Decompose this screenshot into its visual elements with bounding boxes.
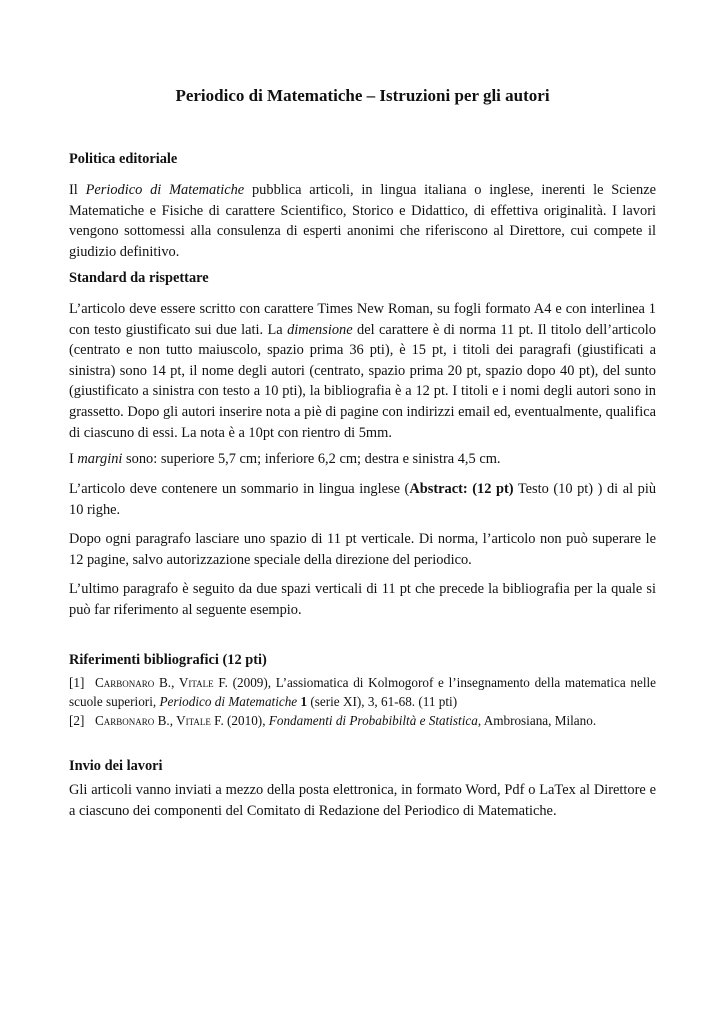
reference-2 (69, 711, 656, 730)
strong-text: Abstract: (12 pt) (409, 481, 514, 497)
reference-entry: [2] Carbonaro B., Vitale F. (2010), Fondamenti di Probabibiltà e Statistica, Ambrosiana, Milano. (69, 713, 597, 728)
section-heading: Politica editoriale (69, 151, 178, 167)
emphasis: margini (77, 451, 123, 467)
reference-entry: [1] Carbonaro B., Vitale F. (2009), L’assiomatica di Kolmogorof e l’insegnamento della matematica nelle scuole superiori, Periodico di Matematiche 1 (serie XI), 3, 61-68. (11 pti) (69, 675, 656, 709)
standard-paragraph-1 (69, 299, 656, 443)
paragraph: L’articolo deve essere scritto con carattere Times New Roman, su fogli formato A4 e con interlinea 1 con testo giustificato sui due lati. La dimensione del carattere è di norma 11 pt. Il titolo dell’articolo (centrato e non tutto maiuscolo, spazio prima 36 pti), è 15 pt, i titoli dei paragrafi (giustificati a sinistra) sono 14 pt, il nome degli autori (centrato, spazio prima 20 pt, spazio dopo 40 pt), del sunto (giustificato a sinistra con testo a 10 pti), la bibliografia è a 12 pt. I titoli e i nomi degli autori sono in grassetto. Dopo gli autori inserire nota a piè di pagine con indirizzi email ed, eventualmente, qualifica di ciascuno di essi. La nota è a 10pt con rientro di 5mm. (69, 301, 656, 441)
politica-paragraph (69, 180, 656, 262)
section-heading: Standard da rispettare (69, 270, 209, 286)
paragraph: L’ultimo paragrafo è seguito da due spazi verticali di 11 pt che precede la bibliografia per la quale si può far riferimento al seguente esempio. (69, 581, 656, 618)
journal-name: Periodico di Matematiche (85, 182, 245, 198)
emphasis: dimensione (287, 321, 353, 338)
reference-1 (69, 673, 656, 711)
section-invio (69, 758, 656, 775)
reference-number: [1] (69, 675, 85, 690)
section-standard (69, 270, 656, 287)
section-heading: Riferimenti bibliografici (12 pti) (69, 652, 267, 668)
book-title: Fondamenti di Probabibiltà e Statistica (268, 713, 478, 728)
paragraph: Dopo ogni paragrafo lasciare uno spazio di 11 pt verticale. Di norma, l’articolo non può superare le 12 pagine, salvo autorizzazione speciale della direzione del periodico. (69, 531, 656, 568)
standard-paragraph-5 (69, 579, 656, 620)
paragraph: Gli articoli vanno inviati a mezzo della posta elettronica, in formato Word, Pdf o LaTex al Direttore e a ciascuno dei componenti del Comitato di Redazione del Periodico di Matematiche. (69, 782, 656, 819)
standard-paragraph-3 (69, 479, 656, 520)
volume-number: 1 (297, 694, 308, 709)
section-politica-editoriale (69, 151, 656, 168)
paragraph: Il Periodico di Matematiche pubblica articoli, in lingua italiana o inglese, inerenti le Scienze Matematiche e Fisiche di carattere Scientifico, Storico e Didattico, di effettiva originalità. I lavori vengono sottomessi alla consulenza di esperti anonimi che riferiscono al Direttore, cui compete il giudizio definitivo. (69, 182, 657, 260)
reference-number: [2] (69, 713, 85, 728)
invio-paragraph (69, 780, 656, 821)
standard-paragraph-4 (69, 529, 656, 570)
page-title: Periodico di Matematiche – Istruzioni per gli autori (175, 86, 550, 105)
paragraph: I margini sono: superiore 5,7 cm; inferiore 6,2 cm; destra e sinistra 4,5 cm. (69, 451, 501, 467)
paragraph: L’articolo deve contenere un sommario in lingua inglese (Abstract: (12 pt) Testo (10 pt) ) di al più 10 righe. (69, 481, 657, 518)
section-heading: Invio dei lavori (69, 758, 163, 774)
standard-paragraph-2 (69, 449, 656, 470)
section-riferimenti (69, 652, 656, 669)
journal-name: Periodico di Matematiche (159, 694, 298, 709)
